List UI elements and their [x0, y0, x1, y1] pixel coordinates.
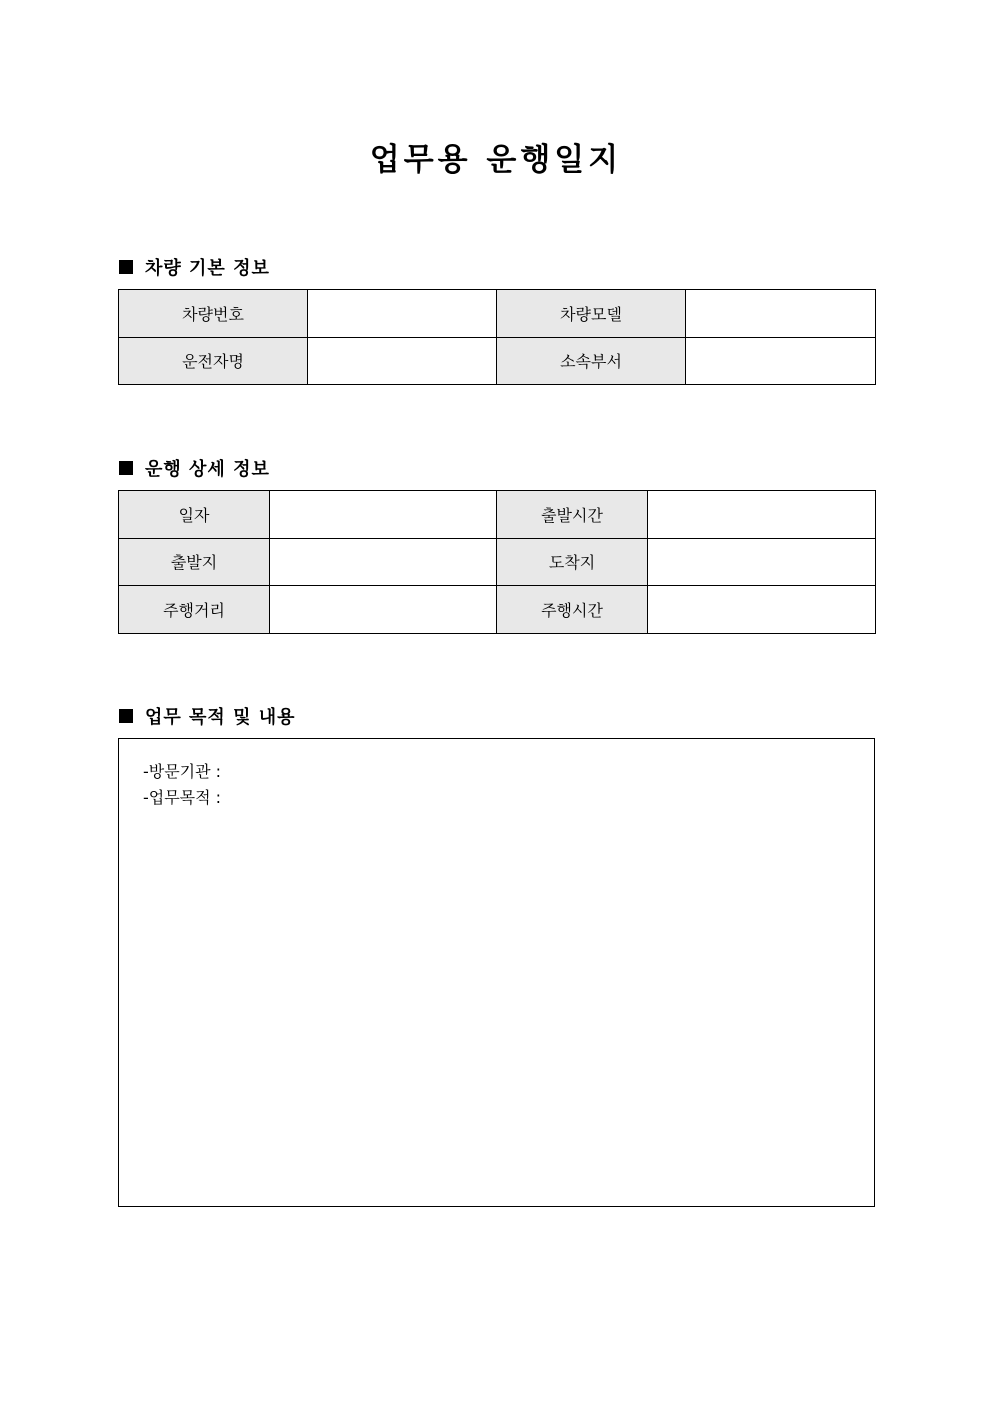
table-row [119, 337, 876, 385]
label-destination: 도착지 [497, 538, 648, 586]
table-row [119, 586, 876, 634]
label-department: 소속부서 [497, 337, 686, 385]
section-heading-label: 차량 기본 정보 [145, 258, 270, 279]
table-row [119, 491, 876, 539]
section-heading-purpose [119, 703, 296, 729]
square-bullet-icon [119, 260, 133, 274]
destination-field[interactable] [648, 538, 876, 586]
label-driving-time: 주행시간 [497, 586, 648, 634]
purpose-content-box[interactable] [118, 738, 875, 1207]
work-purpose-line: -업무목적 : [143, 788, 222, 807]
department-field[interactable] [686, 337, 876, 385]
label-driver-name: 운전자명 [119, 337, 308, 385]
table-row [119, 290, 876, 338]
square-bullet-icon [119, 461, 133, 475]
table-row [119, 538, 876, 586]
section-heading-label: 운행 상세 정보 [145, 459, 270, 480]
label-vehicle-number: 차량번호 [119, 290, 308, 338]
section-heading-label: 업무 목적 및 내용 [145, 707, 296, 728]
vehicle-number-field[interactable] [308, 290, 497, 338]
label-date: 일자 [119, 491, 270, 539]
label-departure-time: 출발시간 [497, 491, 648, 539]
date-field[interactable] [270, 491, 497, 539]
driver-name-field[interactable] [308, 337, 497, 385]
trip-detail-table [118, 490, 876, 634]
driving-time-field[interactable] [648, 586, 876, 634]
section-heading-trip-detail [119, 455, 270, 481]
section-heading-vehicle-basic [119, 254, 270, 280]
vehicle-basic-table [118, 289, 876, 385]
label-origin: 출발지 [119, 538, 270, 586]
distance-field[interactable] [270, 586, 497, 634]
origin-field[interactable] [270, 538, 497, 586]
label-vehicle-model: 차량모델 [497, 290, 686, 338]
label-distance: 주행거리 [119, 586, 270, 634]
visit-organization-line: -방문기관 : [143, 762, 222, 781]
document-title: 업무용 운행일지 [369, 142, 623, 178]
square-bullet-icon [119, 709, 133, 723]
departure-time-field[interactable] [648, 491, 876, 539]
vehicle-model-field[interactable] [686, 290, 876, 338]
